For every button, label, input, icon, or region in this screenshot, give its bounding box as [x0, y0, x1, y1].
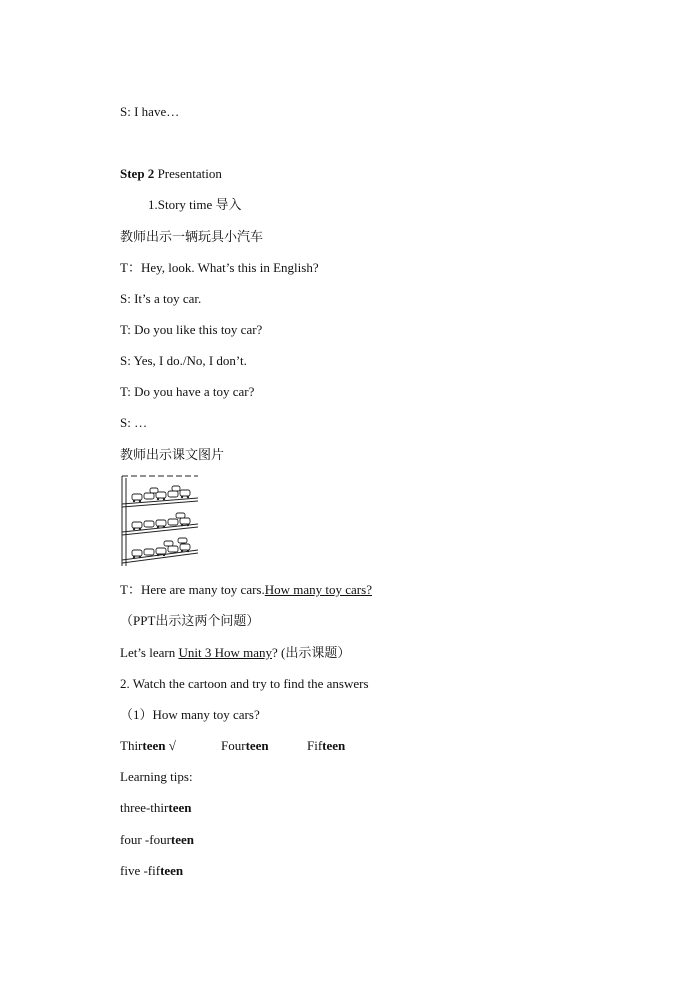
step-label: Step 2 — [120, 166, 155, 181]
question-line: （1）How many toy cars? — [120, 707, 260, 722]
tip-line: three-thirteen — [120, 800, 192, 815]
dialogue-line: S: Yes, I do./No, I don’t. — [120, 353, 247, 368]
tips-heading: Learning tips: — [120, 769, 193, 784]
step-title: Presentation — [157, 166, 222, 181]
dialogue-line: S: I have… — [120, 104, 180, 119]
check-mark: √ — [165, 738, 176, 753]
note-line: （PPT出示这两个问题） — [120, 613, 260, 628]
tip-line: four -fourteen — [120, 832, 195, 847]
dialogue-line: T：Hey, look. What’s this in English? — [120, 260, 319, 275]
unit-title: Unit 3 How many — [178, 645, 273, 660]
instruction-line: 教师出示一辆玩具小汽车 — [120, 229, 264, 244]
dialogue-line: S: It’s a toy car. — [120, 291, 202, 306]
option-thirteen: Thirteen √ — [120, 738, 176, 753]
option-fourteen: Fourteen — [221, 738, 269, 753]
question-underlined: How many toy cars? — [264, 582, 372, 597]
instruction-line: 教师出示课文图片 — [120, 447, 225, 462]
section-heading: 1.Story time 导入 — [148, 197, 242, 212]
tip-line: five -fifteen — [120, 863, 184, 878]
dialogue-line: T: Do you like this toy car? — [120, 322, 263, 337]
dialogue-line: T：Here are many toy cars.How many toy cars? — [120, 582, 372, 597]
option-fifteen: Fifteen — [307, 738, 346, 753]
step-heading — [120, 166, 222, 182]
lesson-title-line: Let’s learn Unit 3 How many? (出示课题） — [120, 645, 351, 660]
dialogue-line: T: Do you have a toy car? — [120, 384, 255, 399]
toy-cars-shelf-illustration — [120, 474, 200, 568]
answer-options — [120, 738, 345, 754]
dialogue-line: S: … — [120, 415, 148, 430]
section-heading: 2. Watch the cartoon and try to find the answers — [120, 676, 369, 691]
